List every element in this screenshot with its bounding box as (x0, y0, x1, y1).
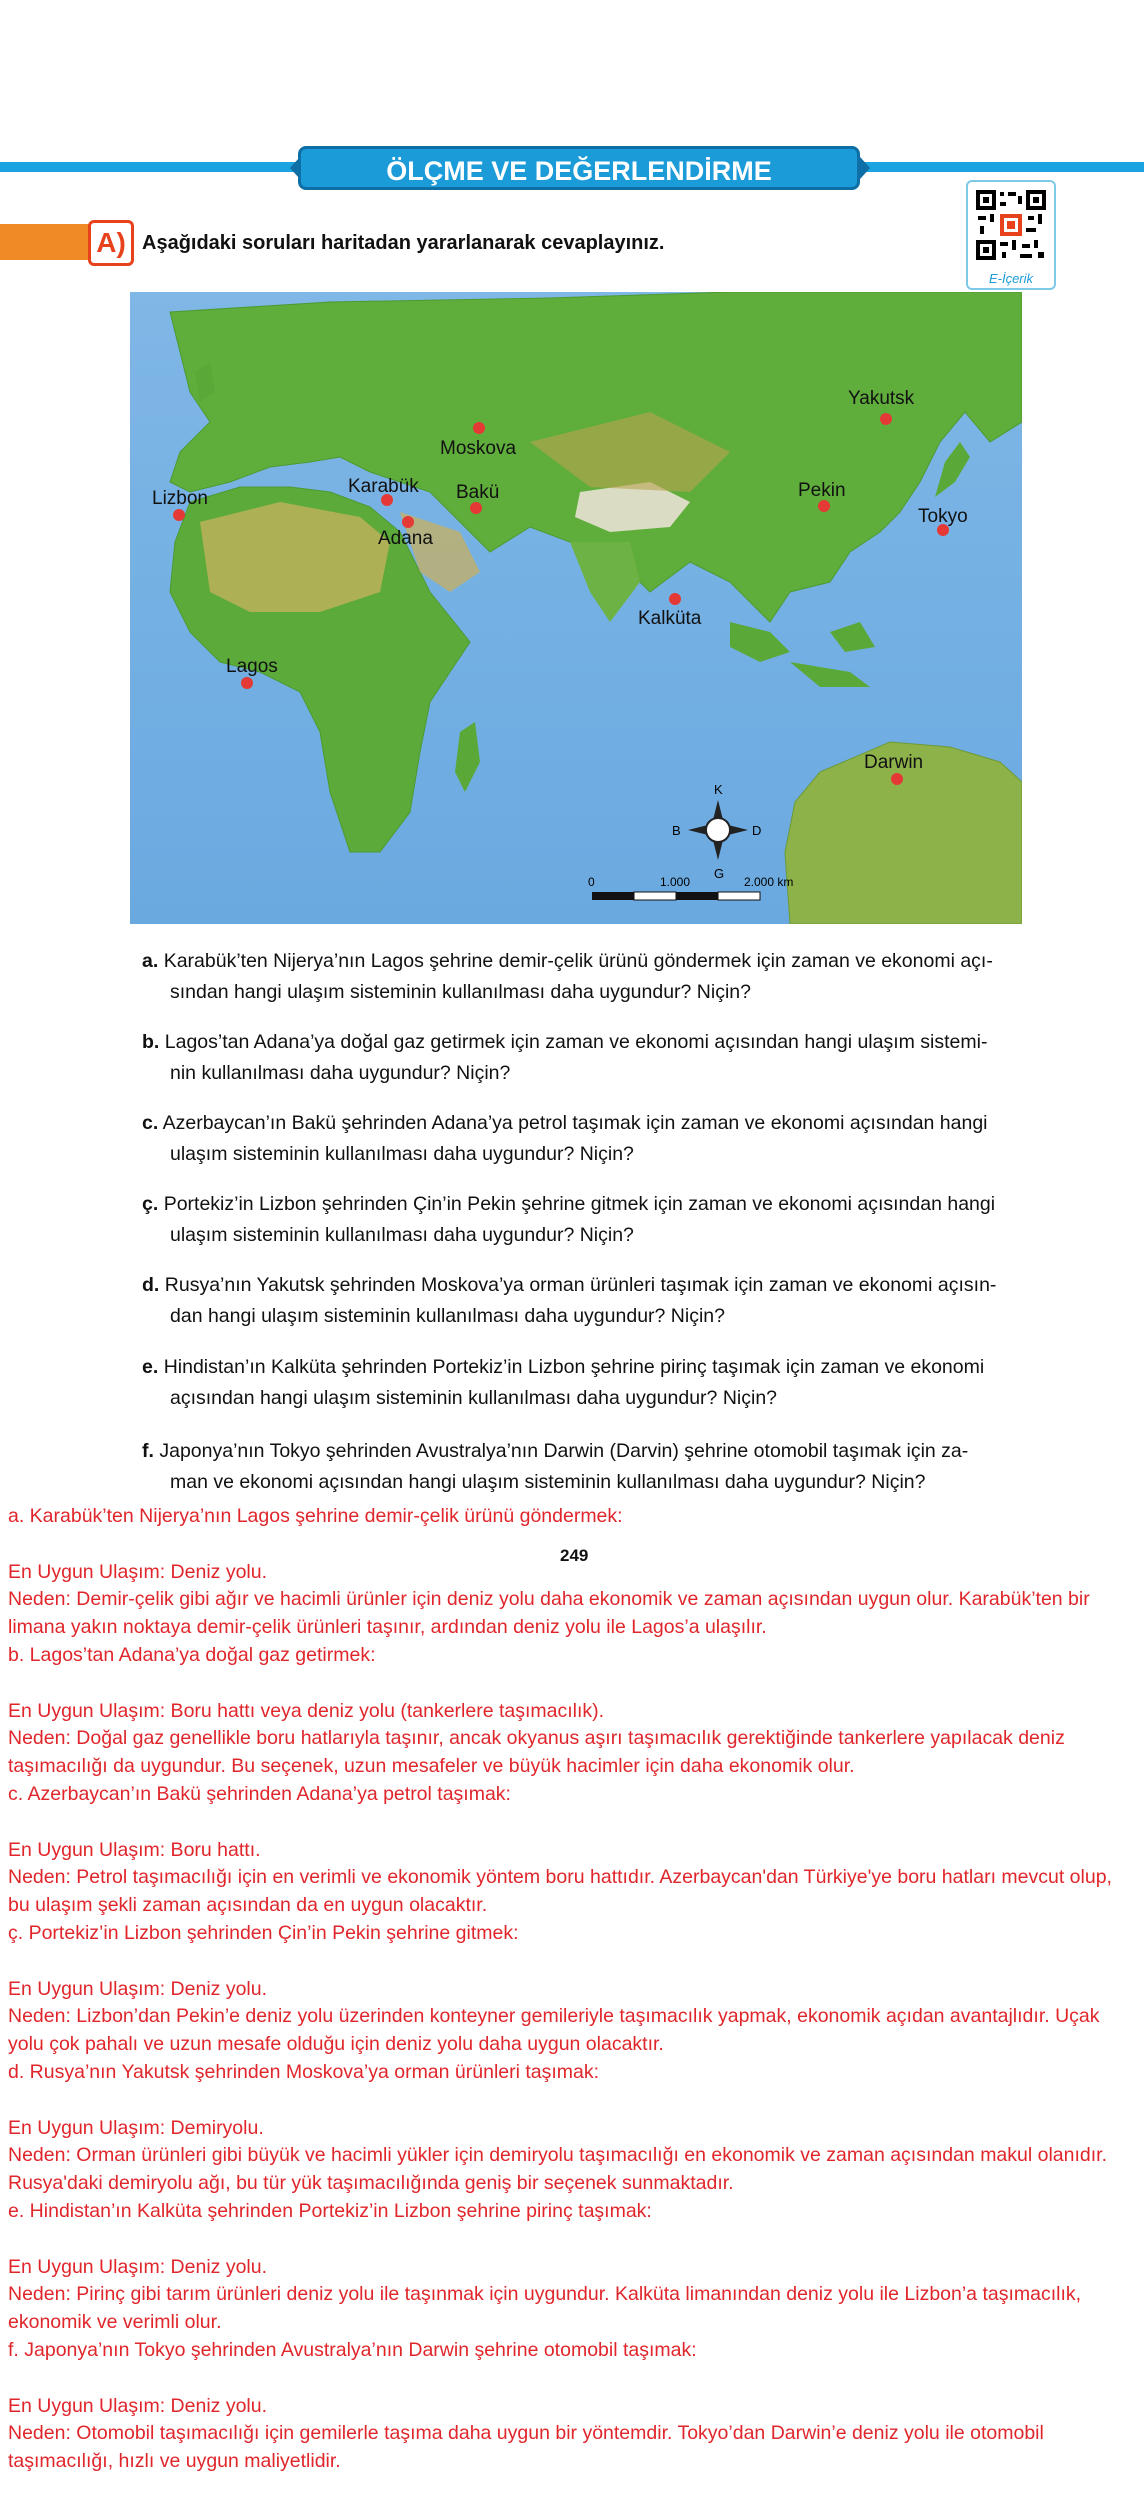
answer-best: En Uygun Ulaşım: Boru hattı. (8, 1838, 261, 1861)
city-label: Darwin (864, 752, 924, 773)
scale-end: 2.000 km (744, 875, 794, 889)
question-text: Portekiz’in Lizbon şehrinden Çin’in Pekin şehrine gitmek için zaman ve ekonomi açısından hangi (163, 1193, 996, 1215)
city-label: Kalküta (638, 608, 702, 629)
answer-reason: Neden: Demir-çelik gibi ağır ve hacimli ürünler için deniz yolu daha ekonomik ve zaman açısından uygun olur. Karabük’ten bir limana yakın noktaya demir-çelik ürünleri taşınır, ardından deniz yolu ile Lagos’a ulaşılır. (8, 1588, 1090, 1639)
question-text: ulaşım sisteminin kullanılması daha uygundur? Niçin? (170, 1143, 634, 1165)
answers-block (8, 1503, 1136, 2476)
question-letter: f. (142, 1440, 154, 1462)
section-tab (0, 224, 90, 260)
answer-best: En Uygun Ulaşım: Deniz yolu. (8, 2394, 268, 2417)
answer-heading: b. Lagos’tan Adana’ya doğal gaz getirmek: (8, 1643, 376, 1666)
physical-map (130, 292, 1022, 924)
question-text: Rusya’nın Yakutsk şehrinden Moskova’ya orman ürünleri taşımak için zaman ve ekonomi açısın- (164, 1274, 997, 1296)
section-badge: A) (88, 220, 134, 266)
city-label: Lizbon (152, 488, 208, 509)
answer-reason: Neden: Otomobil taşımacılığı için gemilerle taşıma daha uygun bir yöntemdir. Tokyo’dan Darwin’e deniz yolu ile otomobil taşımacılığı, hızlı ve uygun maliyetlidir. (8, 2422, 1044, 2473)
sahara-desert (200, 502, 390, 612)
qr-code-box[interactable] (966, 180, 1056, 290)
question-d (142, 1270, 1054, 1332)
question-letter: d. (142, 1274, 160, 1296)
question-text: sından hangi ulaşım sisteminin kullanılması daha uygundur? Niçin? (170, 981, 751, 1003)
page-title: ÖLÇME VE DEĞERLENDİRME ÇALIŞMALARI (298, 146, 860, 190)
answer-heading: a. Karabük’ten Nijerya’nın Lagos şehrine demir-çelik ürünü göndermek: (8, 1505, 623, 1527)
answer-best: En Uygun Ulaşım: Demiryolu. (8, 2116, 264, 2139)
question-e (142, 1352, 1054, 1414)
answer-best: En Uygun Ulaşım: Deniz yolu. (8, 1560, 268, 1583)
question-text: ulaşım sisteminin kullanılması daha uygundur? Niçin? (170, 1224, 634, 1246)
question-letter: b. (142, 1031, 160, 1053)
city-label: Adana (378, 528, 433, 549)
city-label: Moskova (440, 438, 517, 459)
answer-best: En Uygun Ulaşım: Boru hattı veya deniz yolu (tankerlere taşımacılık). (8, 1699, 605, 1722)
city-label: Pekin (798, 480, 846, 501)
answer-reason: Neden: Orman ürünleri gibi büyük ve hacimli yükler için demiryolu taşımacılığı en ekonomik ve zaman açısından makul olanıdır. Rusya'daki demiryolu ağı, bu tür yük taşımacılığında geniş bir seçenek sunmaktadır. (8, 2144, 1108, 2195)
qr-code-icon (974, 188, 1048, 262)
question-cc (142, 1189, 1054, 1251)
page-number: 249 (560, 1546, 589, 1565)
qr-label: E-İçerik (988, 271, 1034, 286)
question-text: nin kullanılması daha uygundur? Niçin? (170, 1062, 511, 1084)
compass-south: G (714, 866, 725, 881)
compass-north: K (714, 782, 723, 797)
question-text: Karabük’ten Nijerya’nın Lagos şehrine demir-çelik ürünü göndermek için zaman ve ekonomi açı- (163, 950, 993, 972)
question-text: man ve ekonomi açısından hangi ulaşım sisteminin kullanılması daha uygundur? Niçin? (170, 1471, 926, 1493)
section-instruction: Aşağıdaki soruları haritadan yararlanarak cevaplayınız. (142, 232, 665, 254)
answer-reason: Neden: Lizbon’dan Pekin’e deniz yolu üzerinden konteyner gemileriyle taşımacılık yapmak, ekonomik açıdan avantajlıdır. Uçak yolu çok pahalı ve uzun mesafe olduğu için deniz yolu daha uygun olacaktır. (8, 2005, 1100, 2056)
question-f (142, 1436, 1054, 1498)
answer-heading: f. Japonya’nın Tokyo şehrinden Avustralya’nın Darwin şehrine otomobil taşımak: (8, 2338, 697, 2361)
question-a (142, 946, 1054, 1008)
answer-heading: e. Hindistan’ın Kalküta şehrinden Portekiz’in Lizbon şehrine pirinç taşımak: (8, 2199, 652, 2222)
answer-reason: Neden: Doğal gaz genellikle boru hatlarıyla taşınır, ancak okyanus aşırı taşımacılık gerektiğinde tankerlere yapılacak deniz taşımacılığı da uygundur. Bu seçenek, uzun mesafeler ve büyük hacimler için daha ekonomik olur. (8, 1727, 1065, 1778)
city-label: Tokyo (918, 506, 968, 527)
answer-heading: ç. Portekiz’in Lizbon şehrinden Çin’in Pekin şehrine gitmek: (8, 1921, 519, 1944)
scale-start: 0 (588, 875, 595, 889)
question-text: Japonya’nın Tokyo şehrinden Avustralya’nın Darwin (Darvin) şehrine otomobil taşımak için za- (159, 1440, 969, 1462)
question-text: açısından hangi ulaşım sisteminin kullanılması daha uygundur? Niçin? (170, 1387, 778, 1409)
question-text: Azerbaycan’ın Bakü şehrinden Adana’ya petrol taşımak için zaman ve ekonomi açısından hangi (162, 1112, 988, 1134)
answer-reason: Neden: Pirinç gibi tarım ürünleri deniz yolu ile taşınmak için uygundur. Kalküta limanından deniz yolu ile Lizbon’a taşımacılık, ekonomik ve verimli olur. (8, 2283, 1082, 2334)
answer-best: En Uygun Ulaşım: Deniz yolu. (8, 2255, 268, 2278)
question-letter: a. (142, 950, 159, 972)
answer-heading: c. Azerbaycan’ın Bakü şehrinden Adana’ya petrol taşımak: (8, 1782, 511, 1805)
answer-reason: Neden: Petrol taşımacılığı için en verimli ve ekonomik yöntem boru hattıdır. Azerbaycan'dan Türkiye'ye boru hatları mevcut olup, bu ulaşım şekli zaman açısından da en uygun olacaktır. (8, 1866, 1112, 1917)
city-label: Bakü (456, 482, 500, 503)
question-letter: ç. (142, 1193, 159, 1215)
question-c (142, 1108, 1054, 1170)
question-text: dan hangi ulaşım sisteminin kullanılması daha uygundur? Niçin? (170, 1305, 725, 1327)
city-label: Karabük (348, 476, 419, 497)
city-label: Lagos (226, 656, 278, 677)
compass-east: D (752, 823, 762, 838)
scale-mid: 1.000 (660, 875, 691, 889)
question-letter: c. (142, 1112, 159, 1134)
compass-west: B (672, 823, 681, 838)
question-text: Hindistan’ın Kalküta şehrinden Portekiz’in Lizbon şehrine pirinç taşımak için zaman ve ekonomi (163, 1356, 985, 1378)
answer-best: En Uygun Ulaşım: Deniz yolu. (8, 1977, 268, 2000)
question-text: Lagos’tan Adana’ya doğal gaz getirmek için zaman ve ekonomi açısından hangi ulaşım sistemi- (164, 1031, 988, 1053)
answer-heading: d. Rusya’nın Yakutsk şehrinden Moskova’ya orman ürünleri taşımak: (8, 2060, 600, 2083)
question-b (142, 1027, 1054, 1089)
question-letter: e. (142, 1356, 159, 1378)
city-label: Yakutsk (848, 388, 915, 409)
